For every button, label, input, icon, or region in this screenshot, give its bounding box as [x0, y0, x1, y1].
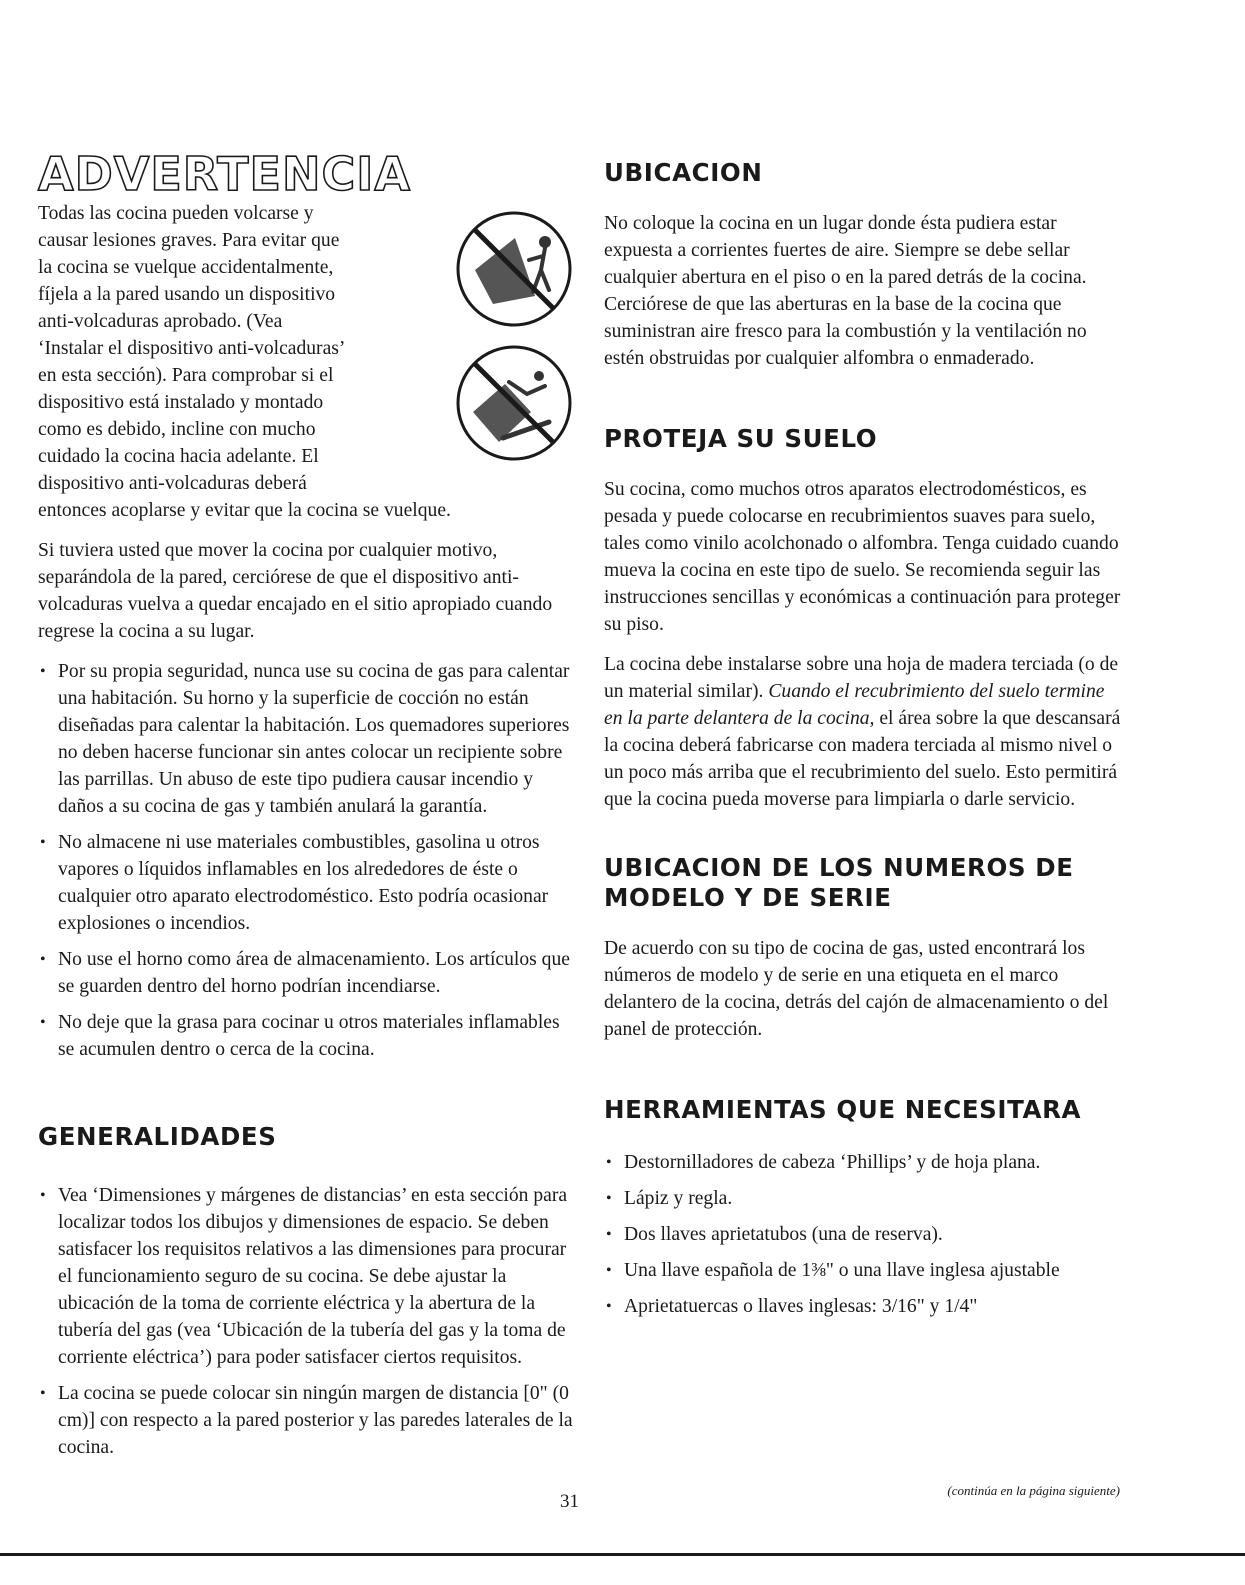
ubicacion-paragraph: No coloque la cocina en un lugar donde ésta pudiera estar expuesta a corrientes fuertes de aire. Siempre se debe sellar cualquier abertura en el piso o en la pared detrás de la cocina. Cerciórese de que las aberturas en la base de la cocina que suministran aire fresco para la combustión y la ventilación no estén obstruidas por cualquier alfombra o enmaderado. [604, 213, 1087, 369]
warning-bullet-list [38, 658, 578, 1063]
list-item: • Destornilladores de cabeza ‘Phillips’ y de hoja plana. [604, 1149, 1124, 1176]
left-column [38, 147, 578, 1470]
tip-over-warning-icons [453, 208, 577, 476]
page-number: 31 [560, 1491, 579, 1512]
list-item: • No deje que la grasa para cocinar u otros materiales inflamables se acumulen dentro o cerca de la cocina. [38, 1009, 578, 1063]
section-heading-ubicacion: UBICACION [604, 158, 763, 187]
warning-intro-line: en esta sección). Para comprobar si el [38, 365, 334, 386]
warning-intro-line: anti-volcaduras aprobado. (Vea [38, 311, 283, 332]
warning-intro-line: causar lesiones graves. Para evitar que [38, 230, 340, 251]
list-item: • Una llave española de 1⅜" o una llave inglesa ajustable [604, 1257, 1124, 1284]
list-item: • Dos llaves aprietatubos (una de reserva). [604, 1221, 1124, 1248]
section-heading-generalidades: GENERALIDADES [38, 1122, 277, 1151]
section-heading-numeros-de-modelo: UBICACION DE LOS NUMEROS DE MODELO Y DE SERIE [604, 853, 1074, 912]
proteja-text-italic: Cuando el recubrimiento del suelo termine en la parte delantera de la cocina, [604, 681, 1105, 729]
warning-intro-line: ‘Instalar el dispositivo anti-volcaduras’ [38, 338, 346, 359]
proteja-paragraph-plywood [604, 651, 1124, 813]
warning-intro-line: dispositivo está instalado y montado [38, 392, 324, 413]
child-on-door-prohibited-icon [453, 342, 575, 464]
list-item: • Vea ‘Dimensiones y márgenes de distancias’ en esta sección para localizar todos los dibujos y dimensiones de espacio. Se deben satisfacer los requisitos relativos a las dimensiones para procurar el funcionamiento seguro de su cocina. Se debe ajustar la ubicación de la toma de corriente eléctrica y la abertura de la tubería del gas (vea ‘Ubicación de la tubería del gas y la toma de corriente eléctrica’) para poder satisfacer ciertos requisitos. [38, 1182, 578, 1371]
proteja-text-end: el área sobre la que descansará la cocina deberá fabricarse con madera terciada al mismo nivel o un poco más arriba que el recubrimiento del suelo. Esto permitirá que la cocina pueda moverse para limpiarla o darle servicio. [604, 708, 1121, 810]
warning-intro-line: como es debido, incline con mucho [38, 419, 316, 440]
tools-list [604, 1149, 1124, 1320]
warning-intro-line: dispositivo anti-volcaduras deberá [38, 473, 307, 494]
warning-paragraph: Si tuviera usted que mover la cocina por cualquier motivo, separándola de la pared, cerciórese de que el dispositivo anti-volcaduras vuelva a quedar encajado en el sitio apropiado cuando regrese la cocina a su lugar. [38, 540, 553, 642]
list-item: • Lápiz y regla. [604, 1185, 1124, 1212]
continuation-note: (continúa en la página siguiente) [947, 1483, 1120, 1498]
warning-intro-line: Todas las cocina pueden volcarse y [38, 203, 314, 224]
list-item: • No use el horno como área de almacenamiento. Los artículos que se guarden dentro del horno podrían incendiarse. [38, 946, 578, 1000]
warning-intro-line: fíjela a la pared usando un dispositivo [38, 284, 336, 305]
bottom-rule [0, 1553, 1245, 1556]
proteja-text-start: La cocina debe instalarse sobre una hoja de madera terciada (o de un material similar). [604, 654, 1119, 702]
numeros-paragraph: De acuerdo con su tipo de cocina de gas, usted encontrará los números de modelo y de serie en una etiqueta en el marco delantero de la cocina, detrás del cajón de almacenamiento o del panel de protección. [604, 938, 1109, 1040]
warning-title: ADVERTENCIA [38, 147, 411, 201]
list-item: • Aprietatuercas o llaves inglesas: 3/16" y 1/4" [604, 1293, 1124, 1320]
generalidades-bullet-list [38, 1182, 578, 1461]
section-heading-herramientas: HERRAMIENTAS QUE NECESITARA [604, 1095, 1082, 1124]
proteja-paragraph: Su cocina, como muchos otros aparatos electrodomésticos, es pesada y puede colocarse en recubrimientos suaves para suelo, tales como vinilo acolchonado o alfombra. Tenga cuidado cuando mueva la cocina en este tipo de suelo. Se recomienda seguir las instrucciones sencillas y económicas a continuación para proteger su piso. [604, 479, 1121, 635]
warning-intro-line: entonces acoplarse y evitar que la cocina se vuelque. [38, 500, 451, 521]
list-item: • No almacene ni use materiales combustibles, gasolina u otros vapores o líquidos inflamables en los alrededores de éste o cualquier otro aparato electrodoméstico. Esto podría ocasionar explosiones o incendios. [38, 829, 578, 937]
right-column [604, 158, 1124, 1329]
warning-intro-line: cuidado la cocina hacia adelante. El [38, 446, 319, 467]
tip-over-prohibited-icon [453, 208, 575, 330]
list-item: • La cocina se puede colocar sin ningún margen de distancia [0" (0 cm)] con respecto a la pared posterior y las paredes laterales de la cocina. [38, 1380, 578, 1461]
list-item: • Por su propia seguridad, nunca use su cocina de gas para calentar una habitación. Su horno y la superficie de cocción no están diseñadas para calentar la habitación. Los quemadores superiores no deben hacerse funcionar sin antes colocar un recipiente sobre las parrillas. Un abuso de este tipo pudiera causar incendio y daños a su cocina de gas y también anulará la garantía. [38, 658, 578, 820]
section-heading-proteja-su-suelo: PROTEJA SU SUELO [604, 424, 878, 453]
warning-intro-line: la cocina se vuelque accidentalmente, [38, 257, 334, 278]
